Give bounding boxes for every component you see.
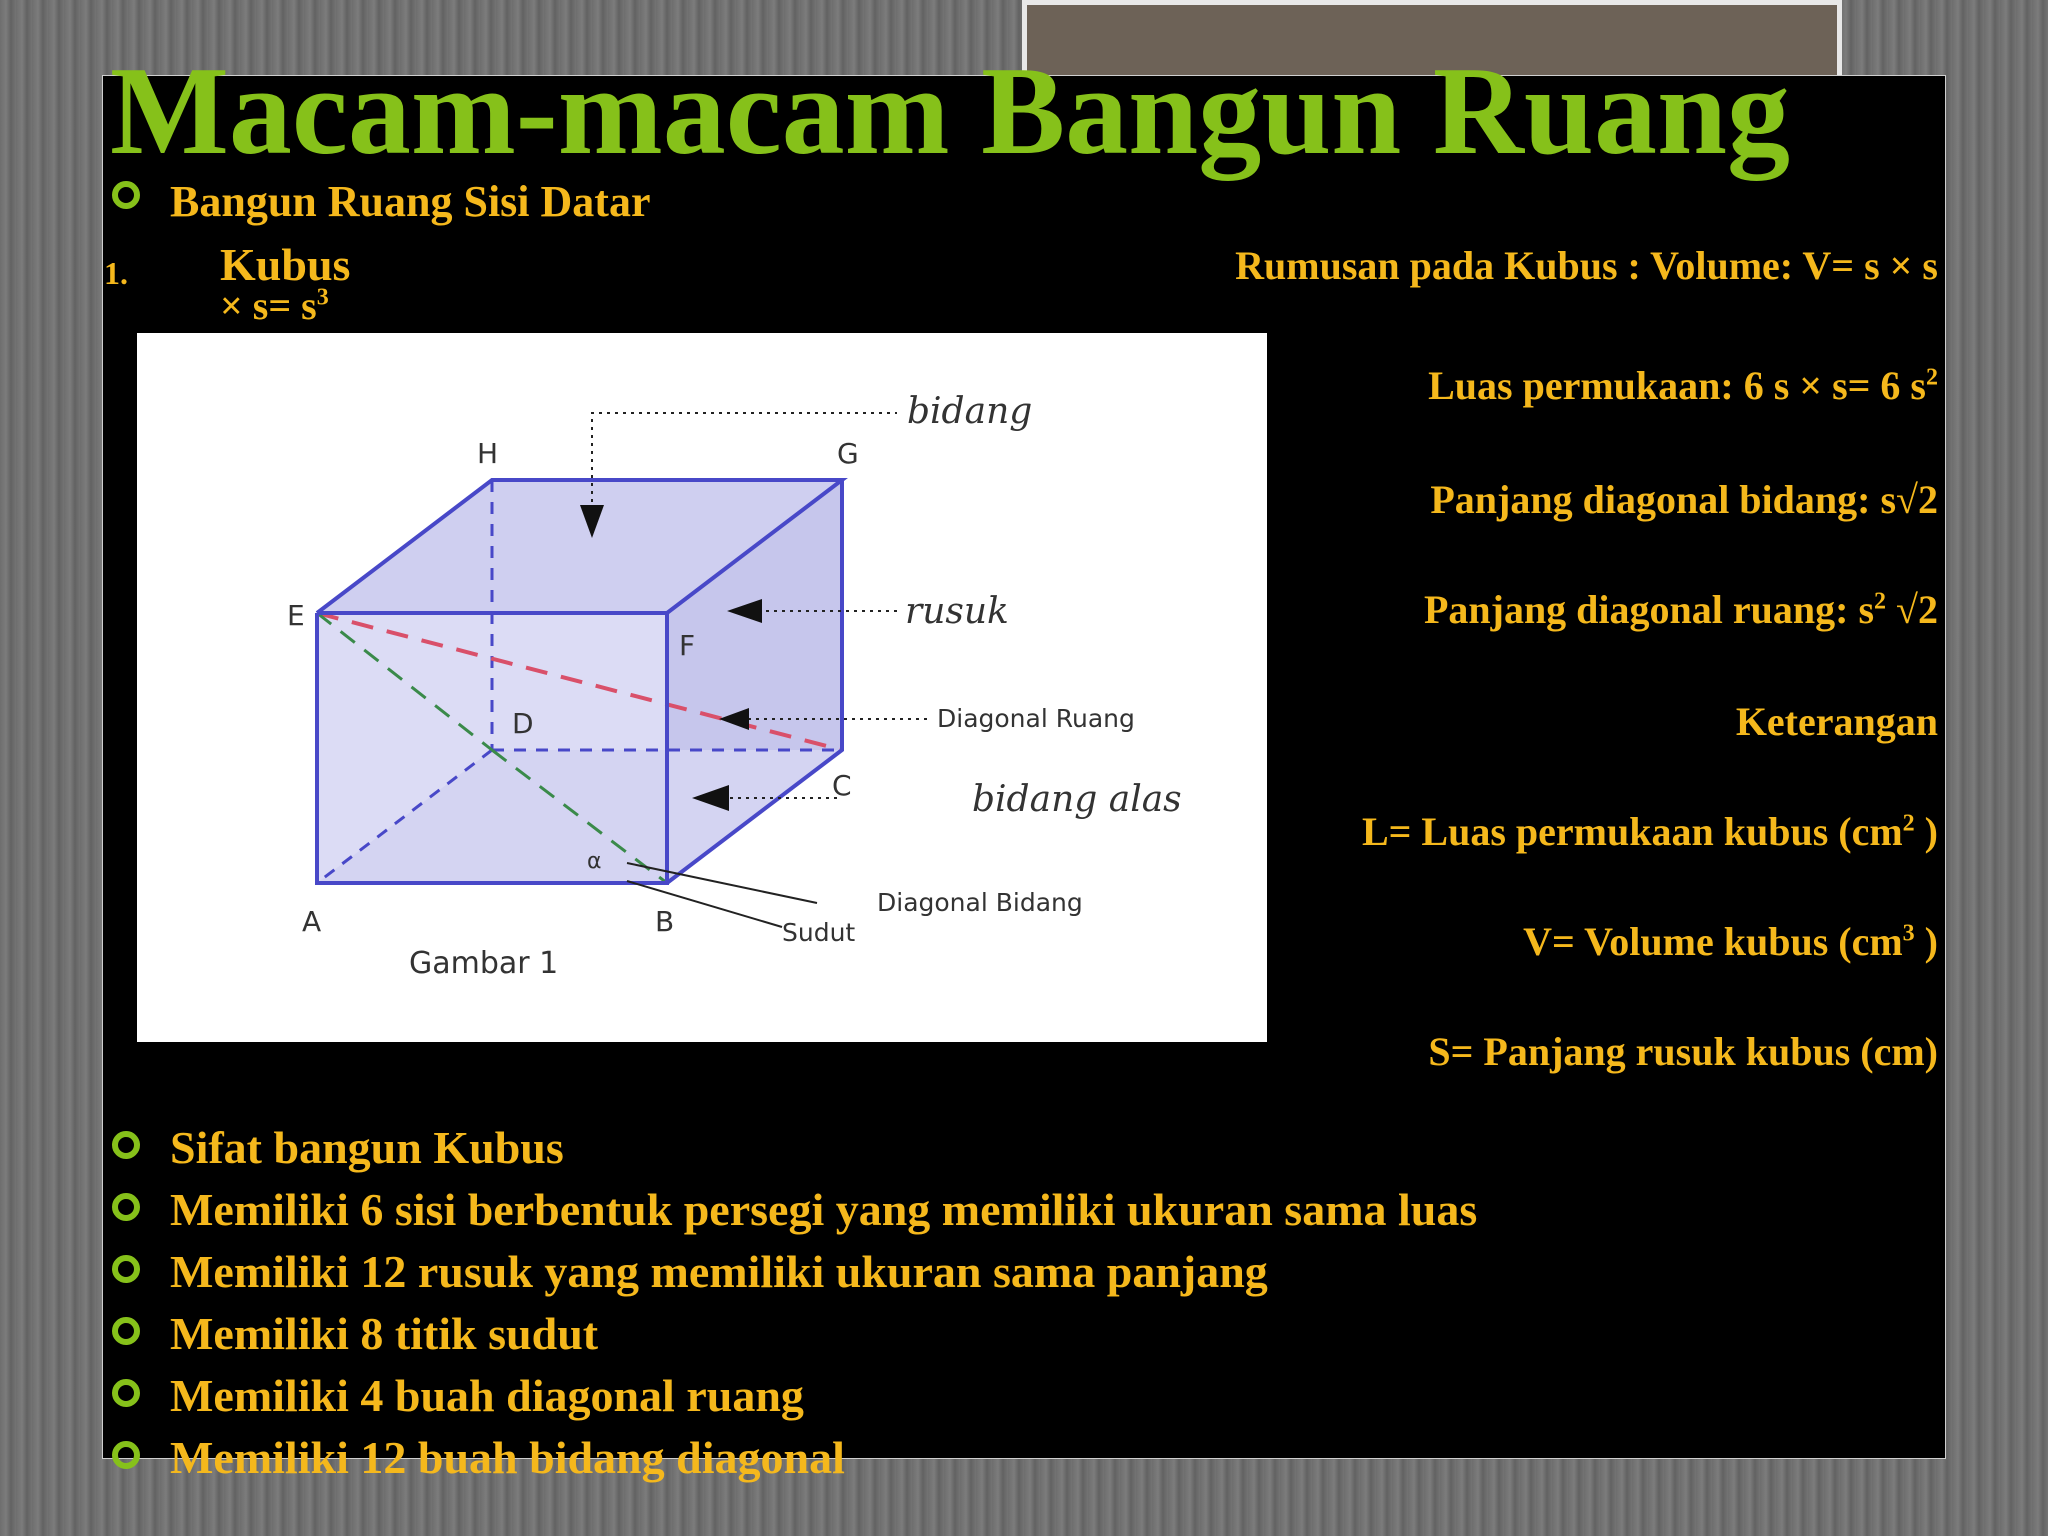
label-rusuk: rusuk [905,591,1009,632]
formula-line: Luas permukaan: 6 s × s= 6 $s^2$ [1428,363,1938,408]
formula-line: Keterangan [1735,699,1938,744]
label-alpha: α [587,849,602,874]
vertex-label-b: B [655,905,675,938]
bullet-icon [112,1193,140,1221]
cube-diagram [137,333,1267,1042]
property-item: Memiliki 12 rusuk yang memiliki ukuran sama panjang [170,1246,1268,1297]
bullet-icon [112,1441,140,1469]
vertex-label-d: D [512,707,534,740]
vertex-label-e: E [287,599,305,632]
vertex-label-g: G [837,437,859,470]
bullet-icon [112,1317,140,1345]
bullet-icon [112,181,140,209]
formula-volume-continuation: × $s= s^3$ [220,283,329,328]
formula-line: Panjang diagonal ruang: $s^2$ √2 [1423,587,1938,632]
bullet-icon [112,1131,140,1159]
vertex-label-f: F [679,629,696,662]
label-diagonal-ruang: Diagonal Ruang [937,704,1135,733]
bullet-icon [112,1255,140,1283]
formula-volume: Rumusan pada Kubus : Volume: V= s × s [1235,243,1938,288]
property-item: Memiliki 6 sisi berbentuk persegi yang memiliki ukuran sama luas [170,1184,1478,1235]
label-bidang: bidang [907,391,1033,432]
list-number: 1. [104,255,128,291]
item-name: Kubus [220,239,351,290]
formula-line: V= Volume kubus ($cm^3$ ) [1523,919,1938,964]
figure-caption: Gambar 1 [409,946,559,981]
cube-figure [137,333,1267,1042]
formula-line: S= Panjang rusuk kubus (cm) [1428,1029,1938,1074]
property-item: Memiliki 8 titik sudut [170,1308,599,1359]
property-item: Memiliki 4 buah diagonal ruang [170,1370,804,1421]
slide-title: Macam-macam Bangun Ruang [110,42,1791,181]
sudut-pointer [627,881,782,927]
vertex-label-c: C [832,769,852,802]
vertex-label-a: A [302,905,322,938]
label-sudut: Sudut [782,918,856,947]
property-item: Memiliki 12 buah bidang diagonal [170,1432,845,1483]
formula-line: Panjang diagonal bidang: s√2 [1430,477,1938,522]
section-subtitle: Bangun Ruang Sisi Datar [170,177,651,226]
label-diagonal-bidang: Diagonal Bidang [877,888,1083,917]
label-bidang-alas: bidang alas [972,779,1182,820]
properties-title: Sifat bangun Kubus [170,1122,564,1173]
vertex-label-h: H [477,437,499,470]
formula-line: L= Luas permukaan kubus ($cm^2$ ) [1361,809,1938,854]
bullet-icon [112,1379,140,1407]
